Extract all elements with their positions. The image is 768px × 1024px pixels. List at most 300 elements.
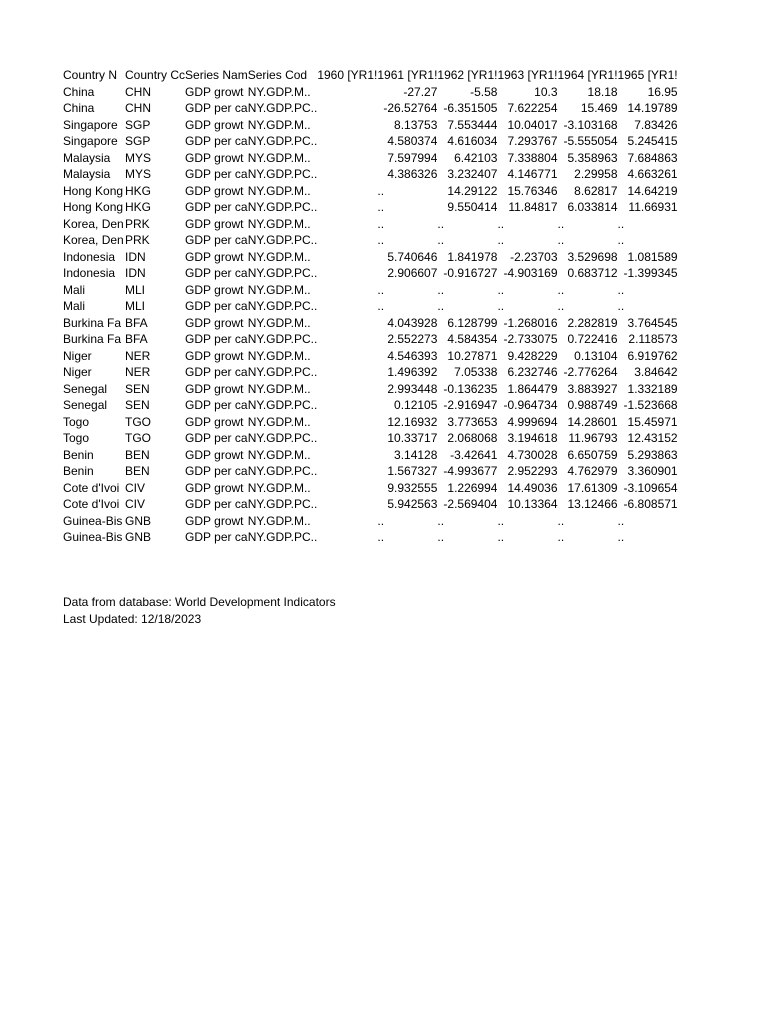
cell-country-code[interactable]: SGP	[125, 134, 151, 148]
cell-1963[interactable]: 4.730028	[507, 447, 558, 462]
cell-country-code[interactable]: CHN	[125, 84, 151, 99]
cell-1962[interactable]: -0.916727	[443, 266, 498, 280]
cell-1965[interactable]: 3.84642	[634, 365, 678, 379]
cell-country-code[interactable]: MYS	[125, 167, 152, 181]
cell-1965[interactable]: 7.83426	[634, 117, 678, 132]
cell-1964[interactable]: 6.033814	[567, 200, 618, 214]
cell-series-name[interactable]: GDP growt	[185, 414, 244, 429]
cell-1964[interactable]: 14.28601	[567, 414, 618, 429]
cell-country-name[interactable]: Cote d'Ivoi	[63, 497, 120, 511]
cell-1965[interactable]: 3.764545	[627, 315, 678, 330]
cell-1964[interactable]: 5.358963	[567, 150, 618, 165]
cell-country-name[interactable]: Mali	[63, 299, 86, 313]
cell-series-code[interactable]: NY.GDP.M..	[247, 150, 311, 165]
cell-1965[interactable]: ..	[617, 233, 625, 247]
cell-country-name[interactable]: Singapore	[63, 117, 118, 132]
cell-1962[interactable]: ..	[437, 299, 445, 313]
cell-series-code[interactable]: NY.GDP.M..	[247, 480, 311, 495]
cell-series-code[interactable]: NY.GDP.PC..	[247, 266, 318, 280]
cell-country-code[interactable]: HKG	[125, 200, 152, 214]
cell-series-name[interactable]: GDP growt	[185, 348, 244, 363]
cell-series-name[interactable]: GDP per ca	[185, 101, 248, 115]
cell-1960[interactable]	[317, 199, 377, 216]
cell-1965[interactable]: 7.684863	[627, 150, 678, 165]
cell-series-code[interactable]: NY.GDP.M..	[247, 315, 311, 330]
cell-1965[interactable]: 14.19789	[627, 101, 678, 115]
cell-1960[interactable]	[317, 166, 377, 183]
cell-1960[interactable]	[317, 150, 377, 167]
cell-series-name[interactable]: GDP per ca	[185, 464, 248, 478]
cell-1961[interactable]: 4.546393	[387, 348, 438, 363]
cell-1962[interactable]: -6.351505	[443, 101, 498, 115]
cell-country-name[interactable]: Hong Kong	[63, 200, 124, 214]
cell-1960[interactable]	[317, 265, 377, 282]
cell-series-code[interactable]: NY.GDP.PC..	[247, 464, 318, 478]
cell-1964[interactable]: 2.282819	[567, 315, 618, 330]
cell-1963[interactable]: ..	[497, 282, 505, 297]
cell-series-name[interactable]: GDP per ca	[185, 299, 248, 313]
cell-country-name[interactable]: Benin	[63, 447, 94, 462]
cell-country-code[interactable]: PRK	[125, 233, 150, 247]
cell-1960[interactable]	[317, 232, 377, 249]
cell-1962[interactable]: -0.136235	[443, 381, 498, 396]
cell-1961[interactable]: 4.386326	[387, 167, 438, 181]
cell-1962[interactable]: 4.584354	[447, 332, 498, 346]
cell-country-name[interactable]: Korea, Den	[63, 233, 124, 247]
cell-series-code[interactable]: NY.GDP.M..	[247, 282, 311, 297]
cell-series-code[interactable]: NY.GDP.PC..	[247, 431, 318, 445]
cell-1964[interactable]: ..	[557, 530, 565, 544]
cell-series-name[interactable]: GDP per ca	[185, 365, 248, 379]
cell-series-name[interactable]: GDP per ca	[185, 332, 248, 346]
cell-1965[interactable]: 1.081589	[627, 249, 678, 264]
cell-1964[interactable]: ..	[557, 513, 565, 528]
table-row	[63, 513, 678, 530]
cell-1960[interactable]	[317, 463, 377, 480]
cell-series-name[interactable]: GDP growt	[185, 513, 244, 528]
cell-series-code[interactable]: NY.GDP.M..	[247, 513, 311, 528]
cell-1961[interactable]: ..	[377, 183, 385, 198]
cell-1965[interactable]: ..	[617, 530, 625, 544]
cell-1964[interactable]: -3.103168	[563, 117, 618, 132]
cell-1961[interactable]: 2.993448	[387, 381, 438, 396]
cell-1961[interactable]: 4.043928	[387, 315, 438, 330]
cell-series-code[interactable]: NY.GDP.M..	[247, 84, 311, 99]
cell-series-code[interactable]: NY.GDP.PC..	[247, 530, 318, 544]
cell-1961[interactable]: 7.597994	[387, 150, 438, 165]
header-1962[interactable]: 1962 [YR1!	[437, 68, 498, 82]
cell-1961[interactable]: ..	[377, 282, 385, 297]
cell-1965[interactable]: 6.919762	[627, 348, 678, 363]
cell-series-code[interactable]: NY.GDP.M..	[247, 117, 311, 132]
cell-country-name[interactable]: Niger	[63, 348, 92, 363]
cell-1962[interactable]: ..	[437, 513, 445, 528]
cell-1962[interactable]: 2.068068	[447, 431, 498, 445]
cell-1961[interactable]: 2.552273	[387, 332, 438, 346]
cell-1964[interactable]: 13.12466	[567, 497, 618, 511]
table-row	[63, 133, 678, 150]
cell-1960[interactable]	[317, 216, 377, 233]
cell-1963[interactable]: -2.23703	[510, 249, 558, 264]
cell-series-code[interactable]: NY.GDP.M..	[247, 414, 311, 429]
cell-1960[interactable]	[317, 100, 377, 117]
cell-1962[interactable]: 4.616034	[447, 134, 498, 148]
cell-1964[interactable]: ..	[557, 282, 565, 297]
cell-1964[interactable]: 3.529698	[567, 249, 618, 264]
cell-1965[interactable]: -1.399345	[623, 266, 678, 280]
cell-country-name[interactable]: Hong Kong	[63, 183, 124, 198]
cell-1960[interactable]	[317, 117, 377, 134]
cell-1962[interactable]: 7.05338	[454, 365, 498, 379]
cell-1961[interactable]: 9.932555	[387, 480, 438, 495]
cell-1961[interactable]: -27.27	[403, 84, 438, 99]
cell-1962[interactable]: 6.42103	[454, 150, 498, 165]
cell-1962[interactable]: ..	[437, 282, 445, 297]
cell-series-code[interactable]: NY.GDP.PC..	[247, 200, 318, 214]
cell-series-code[interactable]: NY.GDP.M..	[247, 381, 311, 396]
cell-1963[interactable]: 6.232746	[507, 365, 558, 379]
cell-1963[interactable]: 1.864479	[507, 381, 558, 396]
cell-1963[interactable]: 3.194618	[507, 431, 558, 445]
header-1964[interactable]: 1964 [YR1!	[557, 68, 618, 82]
cell-1963[interactable]: ..	[497, 513, 505, 528]
header-country-code[interactable]: Country Cc	[125, 68, 186, 82]
cell-country-name[interactable]: Indonesia	[63, 249, 116, 264]
cell-series-name[interactable]: GDP per ca	[185, 134, 248, 148]
cell-country-code[interactable]: GNB	[125, 530, 152, 544]
cell-1962[interactable]: -4.993677	[443, 464, 498, 478]
cell-series-name[interactable]: GDP growt	[185, 315, 244, 330]
cell-1961[interactable]: 12.16932	[387, 414, 438, 429]
cell-1965[interactable]: ..	[617, 282, 625, 297]
header-row	[63, 67, 678, 84]
cell-series-name[interactable]: GDP growt	[185, 84, 244, 99]
cell-1965[interactable]: 3.360901	[627, 464, 678, 478]
cell-1960[interactable]	[317, 133, 377, 150]
cell-1965[interactable]: -1.523668	[623, 398, 678, 412]
table-row	[63, 364, 678, 381]
cell-1961[interactable]: 2.906607	[387, 266, 438, 280]
cell-series-code[interactable]: NY.GDP.PC..	[247, 365, 318, 379]
cell-1963[interactable]: 15.76346	[507, 183, 558, 198]
cell-series-name[interactable]: GDP growt	[185, 150, 244, 165]
cell-1964[interactable]: -5.555054	[563, 134, 618, 148]
cell-1964[interactable]: 17.61309	[567, 480, 618, 495]
cell-1962[interactable]: 7.553444	[447, 117, 498, 132]
cell-1965[interactable]: ..	[617, 299, 625, 313]
cell-1960[interactable]	[317, 381, 377, 398]
cell-1965[interactable]: 14.64219	[627, 183, 678, 198]
cell-country-code[interactable]: NER	[125, 365, 151, 379]
cell-1962[interactable]: 14.29122	[447, 183, 498, 198]
cell-country-name[interactable]: Guinea-Bis	[63, 530, 123, 544]
cell-1962[interactable]: ..	[437, 216, 445, 231]
cell-1965[interactable]: 15.45971	[627, 414, 678, 429]
cell-1964[interactable]: 0.988749	[567, 398, 618, 412]
cell-1964[interactable]: 18.18	[587, 84, 618, 99]
cell-country-name[interactable]: Indonesia	[63, 266, 116, 280]
cell-1965[interactable]: 5.245415	[627, 134, 678, 148]
cell-1962[interactable]: -5.58	[470, 84, 498, 99]
cell-country-code[interactable]: SEN	[125, 398, 150, 412]
cell-1963[interactable]: 4.146771	[507, 167, 558, 181]
cell-1963[interactable]: ..	[497, 530, 505, 544]
cell-series-code[interactable]: NY.GDP.PC..	[247, 101, 318, 115]
header-1965[interactable]: 1965 [YR1!	[617, 68, 678, 82]
header-1960[interactable]: 1960 [YR1!	[317, 68, 378, 82]
cell-country-name[interactable]: Guinea-Bis	[63, 513, 123, 528]
cell-1965[interactable]: 11.66931	[628, 200, 678, 214]
header-1961[interactable]: 1961 [YR1!	[377, 68, 438, 82]
cell-1964[interactable]: 2.29958	[574, 167, 618, 181]
cell-1962[interactable]: 10.27871	[447, 348, 498, 363]
cell-series-name[interactable]: GDP per ca	[185, 167, 248, 181]
cell-1965[interactable]: -3.109654	[623, 480, 678, 495]
cell-1963[interactable]: 4.999694	[507, 414, 558, 429]
cell-1964[interactable]: 0.13104	[574, 348, 618, 363]
cell-1961[interactable]: 5.942563	[387, 497, 438, 511]
cell-1960[interactable]	[317, 183, 377, 200]
cell-series-code[interactable]: NY.GDP.M..	[247, 249, 311, 264]
cell-1964[interactable]: 6.650759	[567, 447, 618, 462]
cell-series-code[interactable]: NY.GDP.M..	[247, 348, 311, 363]
cell-country-name[interactable]: Mali	[63, 282, 86, 297]
cell-series-name[interactable]: GDP per ca	[185, 398, 248, 412]
cell-1962[interactable]: 1.841978	[447, 249, 498, 264]
cell-1962[interactable]: -2.569404	[443, 497, 498, 511]
cell-1960[interactable]	[317, 447, 377, 464]
cell-country-name[interactable]: Togo	[63, 414, 90, 429]
cell-series-name[interactable]: GDP growt	[185, 249, 244, 264]
cell-1964[interactable]: ..	[557, 216, 565, 231]
cell-1963[interactable]: -0.964734	[503, 398, 558, 412]
header-series-code[interactable]: Series Cod	[247, 68, 308, 82]
cell-series-code[interactable]: NY.GDP.PC..	[247, 398, 318, 412]
cell-1962[interactable]: 1.226994	[447, 480, 498, 495]
cell-country-name[interactable]: Korea, Den	[63, 216, 124, 231]
cell-1962[interactable]: ..	[437, 233, 445, 247]
cell-1964[interactable]: 8.62817	[574, 183, 618, 198]
cell-series-code[interactable]: NY.GDP.M..	[247, 216, 311, 231]
cell-1965[interactable]: ..	[617, 513, 625, 528]
cell-series-code[interactable]: NY.GDP.M..	[247, 183, 311, 198]
cell-1963[interactable]: 2.952293	[507, 464, 558, 478]
footer-notes	[63, 594, 336, 627]
cell-1962[interactable]: -3.42641	[450, 447, 498, 462]
cell-1964[interactable]: 0.722416	[567, 332, 618, 346]
cell-1964[interactable]: ..	[557, 233, 565, 247]
cell-country-name[interactable]: Niger	[63, 365, 92, 379]
cell-series-code[interactable]: NY.GDP.PC..	[247, 233, 318, 247]
cell-1963[interactable]: 10.3	[534, 84, 558, 99]
cell-1961[interactable]: ..	[377, 513, 385, 528]
cell-1963[interactable]: ..	[497, 233, 505, 247]
cell-1961[interactable]: ..	[377, 216, 385, 231]
cell-country-code[interactable]: IDN	[125, 266, 146, 280]
cell-1965[interactable]: 4.663261	[627, 167, 678, 181]
cell-country-code[interactable]: CHN	[125, 101, 151, 115]
cell-1960[interactable]	[317, 414, 377, 431]
cell-country-code[interactable]: MLI	[125, 282, 146, 297]
cell-country-code[interactable]: MYS	[125, 150, 152, 165]
cell-country-code[interactable]: TGO	[125, 414, 151, 429]
cell-1964[interactable]: -2.776264	[563, 365, 618, 379]
cell-country-name[interactable]: Malaysia	[63, 167, 111, 181]
header-country-name[interactable]: Country N	[63, 68, 118, 82]
cell-1963[interactable]: 7.622254	[507, 101, 558, 115]
cell-country-name[interactable]: Senegal	[63, 381, 108, 396]
cell-1960[interactable]	[317, 315, 377, 332]
cell-series-name[interactable]: GDP growt	[185, 480, 244, 495]
cell-series-name[interactable]: GDP per ca	[185, 266, 248, 280]
cell-1960[interactable]	[317, 513, 377, 530]
cell-1963[interactable]: 7.293767	[507, 134, 558, 148]
cell-series-code[interactable]: NY.GDP.M..	[247, 447, 311, 462]
table-row	[63, 348, 678, 365]
cell-1963[interactable]: 7.338804	[507, 150, 558, 165]
cell-series-name[interactable]: GDP per ca	[185, 530, 248, 544]
header-series-name[interactable]: Series Nam	[185, 68, 248, 82]
cell-1962[interactable]: 6.128799	[447, 315, 498, 330]
cell-series-code[interactable]: NY.GDP.PC..	[247, 167, 318, 181]
cell-country-code[interactable]: PRK	[125, 216, 150, 231]
cell-1960[interactable]	[317, 496, 377, 513]
cell-1964[interactable]: 15.469	[580, 101, 618, 115]
cell-1960[interactable]	[317, 364, 377, 381]
cell-1965[interactable]: 2.118573	[628, 332, 678, 346]
cell-1962[interactable]: 9.550414	[447, 200, 498, 214]
cell-country-code[interactable]: CIV	[125, 497, 146, 511]
cell-series-name[interactable]: GDP per ca	[185, 431, 248, 445]
cell-country-code[interactable]: BEN	[125, 447, 150, 462]
table-row	[63, 397, 678, 414]
cell-1965[interactable]: 12.43152	[627, 431, 678, 445]
cell-series-name[interactable]: GDP growt	[185, 447, 244, 462]
cell-1961[interactable]: 8.13753	[394, 117, 438, 132]
cell-1960[interactable]	[317, 331, 377, 348]
cell-1961[interactable]: 5.740646	[387, 249, 438, 264]
cell-1961[interactable]: 1.496392	[387, 365, 438, 379]
cell-1961[interactable]: 0.12105	[394, 398, 438, 412]
cell-1965[interactable]: 16.95	[647, 84, 678, 99]
cell-1964[interactable]: ..	[557, 299, 565, 313]
cell-1960[interactable]	[317, 480, 377, 497]
cell-1963[interactable]: -1.268016	[503, 315, 558, 330]
cell-country-name[interactable]: Malaysia	[63, 150, 111, 165]
cell-country-name[interactable]: Senegal	[63, 398, 108, 412]
data-table	[63, 67, 678, 546]
cell-series-name[interactable]: GDP per ca	[185, 200, 248, 214]
cell-country-code[interactable]: TGO	[125, 431, 151, 445]
cell-country-code[interactable]: BFA	[125, 315, 148, 330]
cell-1963[interactable]: 9.428229	[507, 348, 558, 363]
cell-1962[interactable]: 3.232407	[447, 167, 498, 181]
cell-1963[interactable]: ..	[497, 216, 505, 231]
cell-1962[interactable]: -2.916947	[443, 398, 498, 412]
cell-country-name[interactable]: China	[63, 101, 95, 115]
cell-country-code[interactable]: CIV	[125, 480, 146, 495]
cell-1960[interactable]	[317, 249, 377, 266]
cell-series-code[interactable]: NY.GDP.PC..	[247, 134, 318, 148]
cell-country-name[interactable]: Cote d'Ivoi	[63, 480, 120, 495]
cell-1960[interactable]	[317, 298, 377, 315]
cell-1963[interactable]: -4.903169	[503, 266, 558, 280]
cell-1961[interactable]: ..	[377, 299, 385, 313]
cell-1963[interactable]: -2.733075	[503, 332, 558, 346]
cell-1964[interactable]: 0.683712	[567, 266, 618, 280]
cell-1962[interactable]: 3.773653	[447, 414, 498, 429]
cell-1963[interactable]: ..	[497, 299, 505, 313]
table-row	[63, 183, 678, 200]
cell-1963[interactable]: 10.13364	[507, 497, 558, 511]
cell-1961[interactable]: 10.33717	[387, 431, 438, 445]
cell-country-code[interactable]: SGP	[125, 117, 151, 132]
cell-1965[interactable]: 5.293863	[627, 447, 678, 462]
cell-1960[interactable]	[317, 84, 377, 101]
cell-country-name[interactable]: Burkina Fa	[63, 332, 122, 346]
cell-1960[interactable]	[317, 529, 377, 546]
cell-country-name[interactable]: Burkina Fa	[63, 315, 122, 330]
cell-country-name[interactable]: Benin	[63, 464, 94, 478]
header-1963[interactable]: 1963 [YR1!	[497, 68, 558, 82]
cell-1960[interactable]	[317, 430, 377, 447]
cell-1960[interactable]	[317, 348, 377, 365]
cell-1961[interactable]: -26.52764	[383, 101, 438, 115]
cell-1963[interactable]: 11.84817	[508, 200, 558, 214]
cell-1961[interactable]: ..	[377, 233, 385, 247]
cell-1961[interactable]: 4.580374	[387, 134, 438, 148]
cell-series-name[interactable]: GDP growt	[185, 183, 244, 198]
cell-series-name[interactable]: GDP growt	[185, 282, 244, 297]
cell-series-code[interactable]: NY.GDP.PC..	[247, 299, 318, 313]
cell-1963[interactable]: 10.04017	[507, 117, 558, 132]
cell-series-code[interactable]: NY.GDP.PC..	[247, 497, 318, 511]
cell-1961[interactable]: ..	[377, 200, 385, 214]
cell-1964[interactable]: 4.762979	[567, 464, 618, 478]
cell-country-code[interactable]: NER	[125, 348, 151, 363]
cell-1961[interactable]: ..	[377, 530, 385, 544]
cell-1961[interactable]: 3.14128	[394, 447, 438, 462]
cell-country-code[interactable]: GNB	[125, 513, 152, 528]
cell-country-name[interactable]: China	[63, 84, 95, 99]
cell-1964[interactable]: 3.883927	[567, 381, 618, 396]
cell-country-name[interactable]: Togo	[63, 431, 90, 445]
cell-1965[interactable]: ..	[617, 216, 625, 231]
cell-series-name[interactable]: GDP per ca	[185, 233, 248, 247]
cell-1961[interactable]: 1.567327	[387, 464, 438, 478]
cell-1962[interactable]: ..	[437, 530, 445, 544]
cell-country-code[interactable]: BEN	[125, 464, 150, 478]
cell-country-code[interactable]: SEN	[125, 381, 150, 396]
cell-1965[interactable]: -6.808571	[623, 497, 678, 511]
cell-country-code[interactable]: MLI	[125, 299, 146, 313]
cell-1960[interactable]	[317, 282, 377, 299]
cell-country-code[interactable]: BFA	[125, 332, 148, 346]
cell-1965[interactable]: 1.332189	[627, 381, 678, 396]
cell-series-name[interactable]: GDP growt	[185, 117, 244, 132]
cell-country-code[interactable]: HKG	[125, 183, 152, 198]
cell-series-name[interactable]: GDP per ca	[185, 497, 248, 511]
cell-country-name[interactable]: Singapore	[63, 134, 118, 148]
source-note: Data from database: World Development Indicators	[63, 595, 336, 609]
cell-country-code[interactable]: IDN	[125, 249, 146, 264]
cell-series-name[interactable]: GDP growt	[185, 381, 244, 396]
cell-series-name[interactable]: GDP growt	[185, 216, 244, 231]
cell-1964[interactable]: 11.96793	[568, 431, 618, 445]
cell-1960[interactable]	[317, 397, 377, 414]
cell-1963[interactable]: 14.49036	[507, 480, 558, 495]
cell-series-code[interactable]: NY.GDP.PC..	[247, 332, 318, 346]
